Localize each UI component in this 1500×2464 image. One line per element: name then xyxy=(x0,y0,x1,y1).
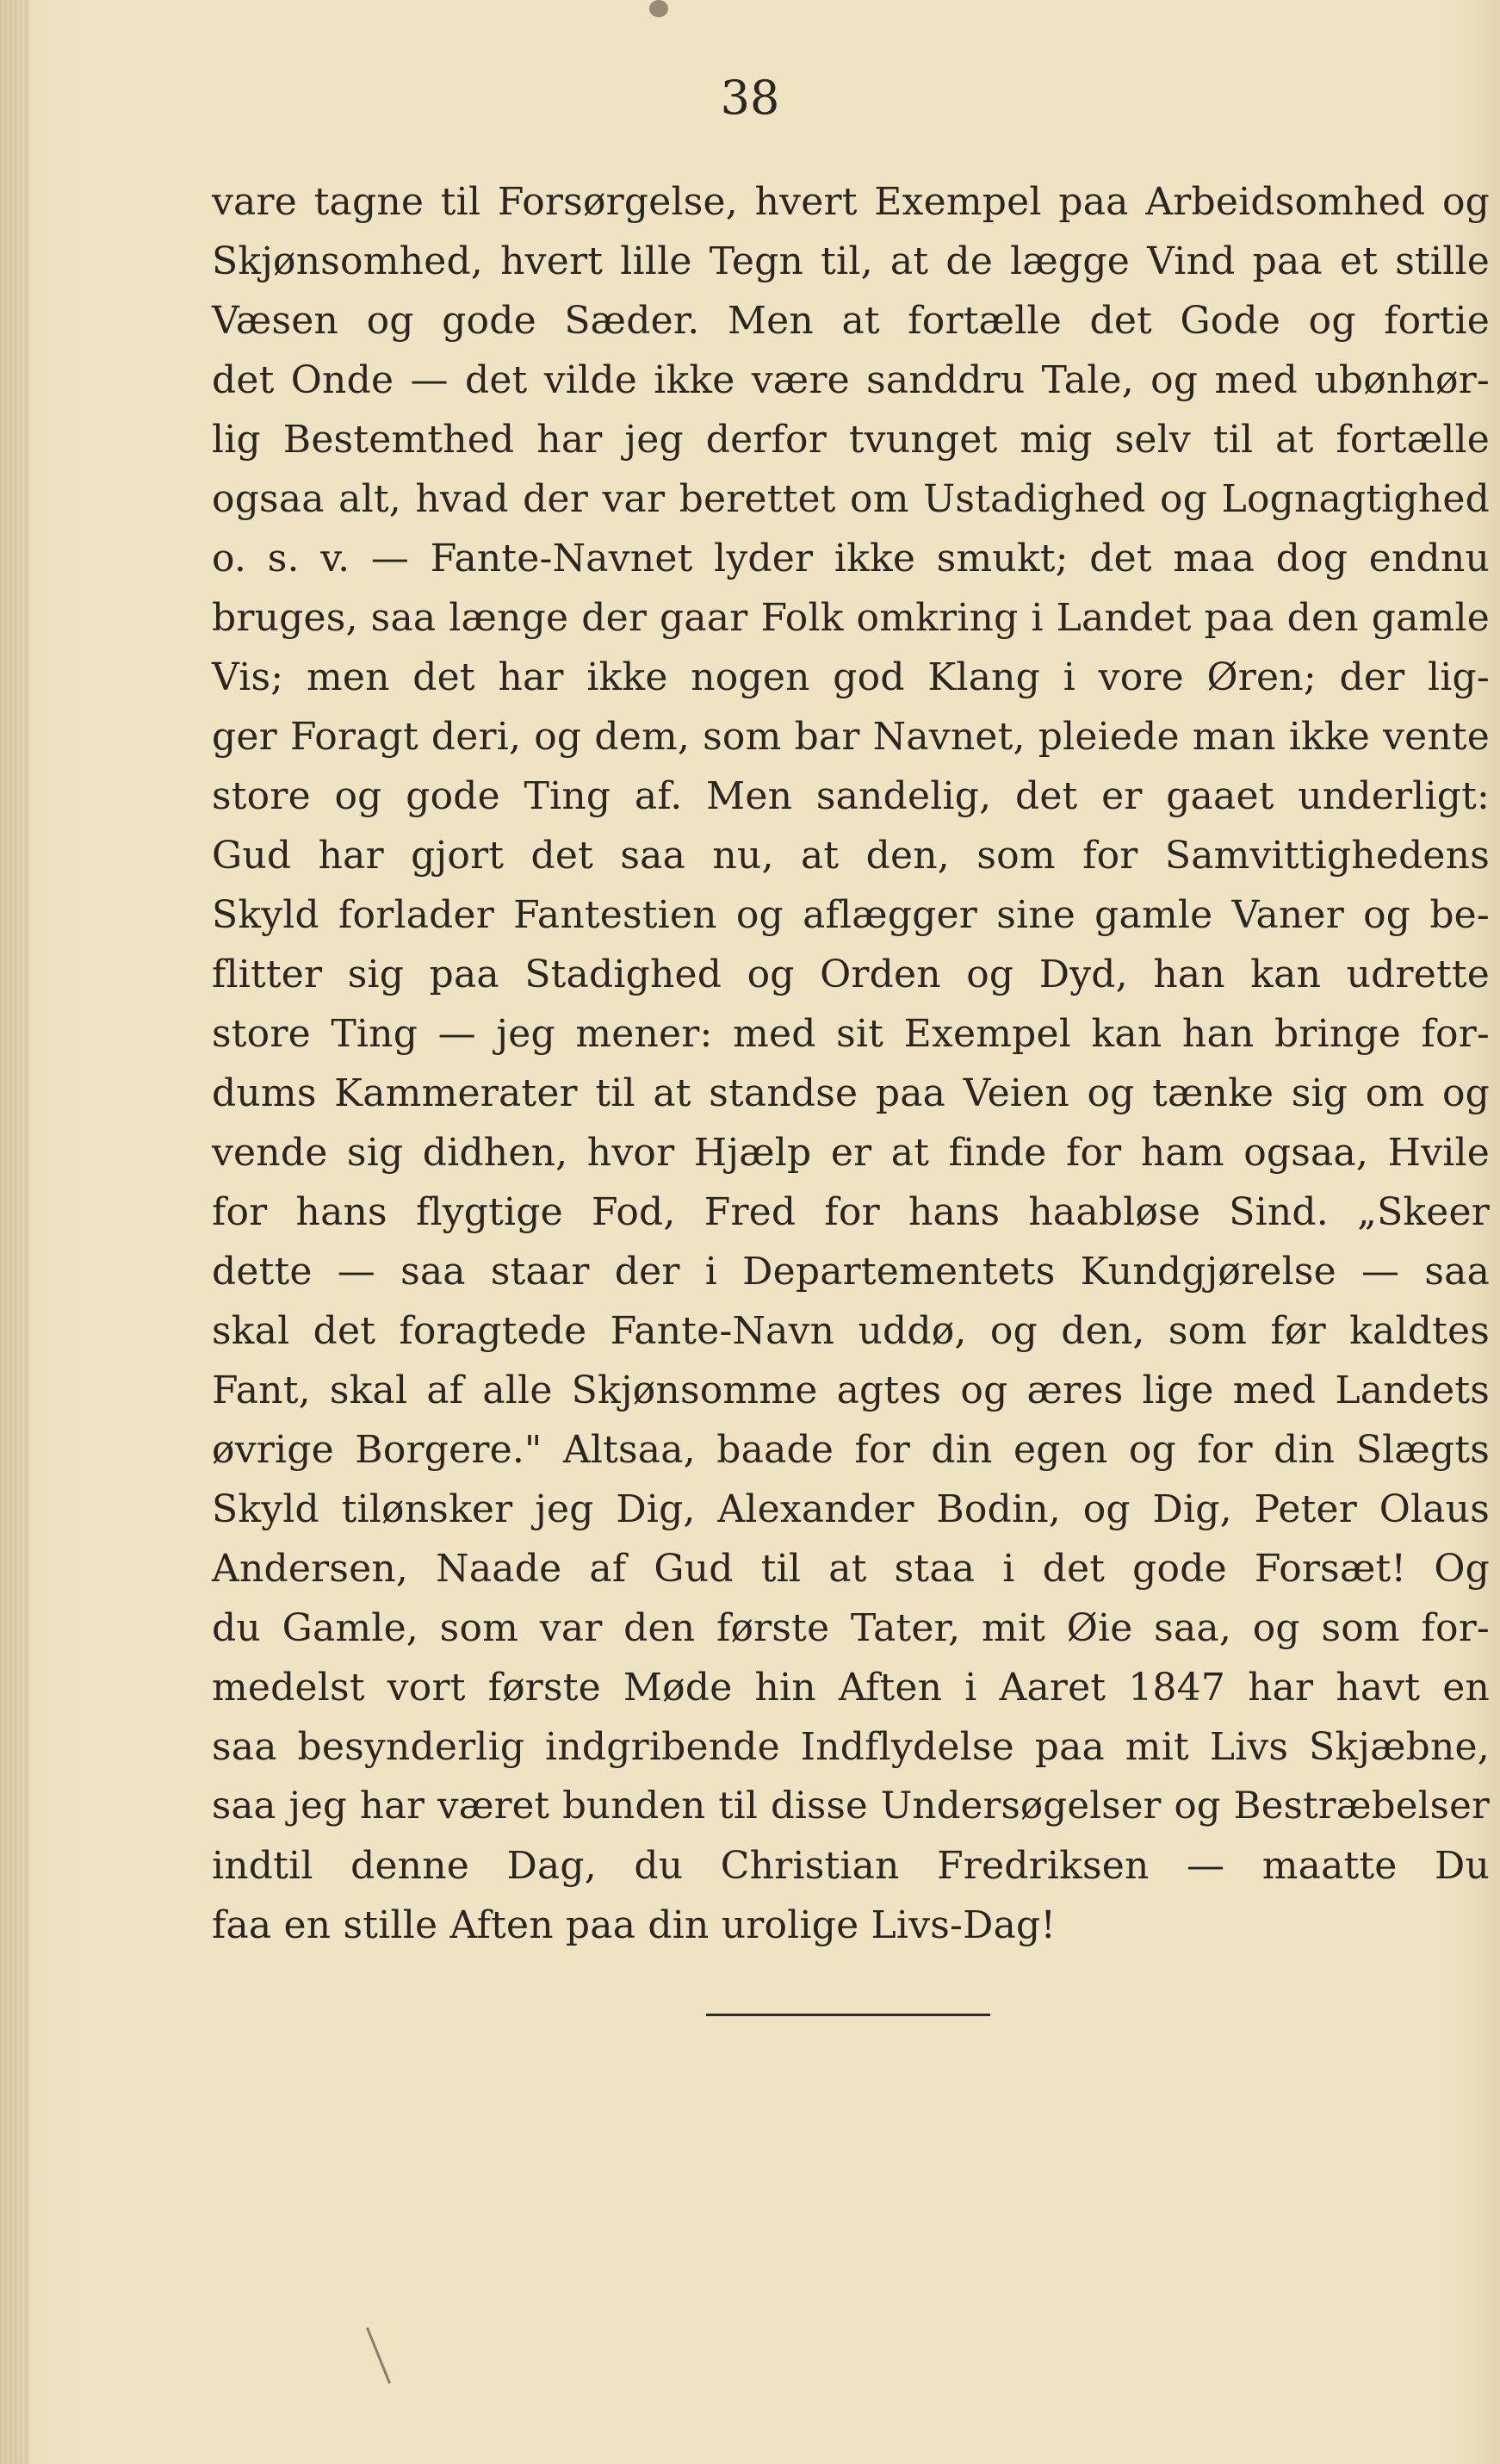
text-line: flitter sig paa Stadighed og Orden og Dyd, han kan udrette xyxy=(212,953,1490,996)
section-divider xyxy=(706,2014,990,2016)
text-line: det Onde — det vilde ikke være sanddru Tale, og med ubønhør- xyxy=(212,358,1490,402)
text-line: saa besynderlig indgribende Indflydelse paa mit Livs Skjæbne, xyxy=(212,1725,1490,1769)
text-line: for hans flygtige Fod, Fred for hans haabløse Sind. „Skeer xyxy=(212,1190,1490,1234)
text-line: bruges, saa længe der gaar Folk omkring i Landet paa den gamle xyxy=(212,596,1490,640)
text-line: faa en stille Aften paa din urolige Livs-Dag! xyxy=(212,1903,1057,1947)
text-line: Skyld tilønsker jeg Dig, Alexander Bodin, og Dig, Peter Olaus xyxy=(212,1487,1490,1531)
page-number: 38 xyxy=(720,71,780,125)
text-line: o. s. v. — Fante-Navnet lyder ikke smukt; det maa dog endnu xyxy=(212,537,1490,580)
text-line: store Ting — jeg mener: med sit Exempel kan han bringe for- xyxy=(212,1012,1490,1056)
text-line: du Gamle, som var den første Tater, mit Øie saa, og som for- xyxy=(212,1606,1490,1650)
text-line: dums Kammerater til at standse paa Veien og tænke sig om og xyxy=(212,1071,1490,1115)
text-line: Skjønsomhed, hvert lille Tegn til, at de lægge Vind paa et stille xyxy=(212,239,1490,283)
text-line: øvrige Borgere." Altsaa, baade for din egen og for din Slægts xyxy=(212,1428,1490,1472)
text-line: ogsaa alt, hvad der var berettet om Ustadighed og Lognagtighed xyxy=(212,477,1490,521)
text-line: dette — saa staar der i Departementets Kundgjørelse — saa xyxy=(212,1250,1490,1294)
text-line: medelst vort første Møde hin Aften i Aaret 1847 har havt en xyxy=(212,1666,1490,1710)
body-text xyxy=(212,172,1490,1955)
text-line: saa jeg har været bunden til disse Undersøgelser og Bestræbelser xyxy=(212,1784,1490,1828)
text-line: ger Foragt deri, og dem, som bar Navnet, pleiede man ikke vente xyxy=(212,715,1490,759)
text-line: Vis; men det har ikke nogen god Klang i vore Øren; der lig- xyxy=(212,655,1490,699)
text-line: skal det foragtede Fante-Navn uddø, og den, som før kaldtes xyxy=(212,1309,1490,1353)
text-line: vare tagne til Forsørgelse, hvert Exempel paa Arbeidsomhed og xyxy=(212,180,1490,224)
pencil-mark xyxy=(366,2327,391,2384)
page-gutter xyxy=(0,0,29,2464)
ink-smudge xyxy=(649,0,668,17)
text-line: vende sig didhen, hvor Hjælp er at finde for ham ogsaa, Hvile xyxy=(212,1131,1490,1175)
text-line: store og gode Ting af. Men sandelig, det er gaaet underligt: xyxy=(212,774,1490,818)
text-line: indtil denne Dag, du Christian Fredriksen — maatte Du xyxy=(212,1844,1490,1888)
text-line: Gud har gjort det saa nu, at den, som for Samvittighedens xyxy=(212,834,1490,878)
text-line: Væsen og gode Sæder. Men at fortælle det Gode og fortie xyxy=(212,299,1490,343)
text-line: Skyld forlader Fantestien og aflægger sine gamle Vaner og be- xyxy=(212,893,1490,937)
text-line: Fant, skal af alle Skjønsomme agtes og æres lige med Landets xyxy=(212,1369,1490,1412)
text-line: Andersen, Naade af Gud til at staa i det gode Forsæt! Og xyxy=(212,1547,1490,1591)
text-line: lig Bestemthed har jeg derfor tvunget mig selv til at fortælle xyxy=(212,418,1490,462)
